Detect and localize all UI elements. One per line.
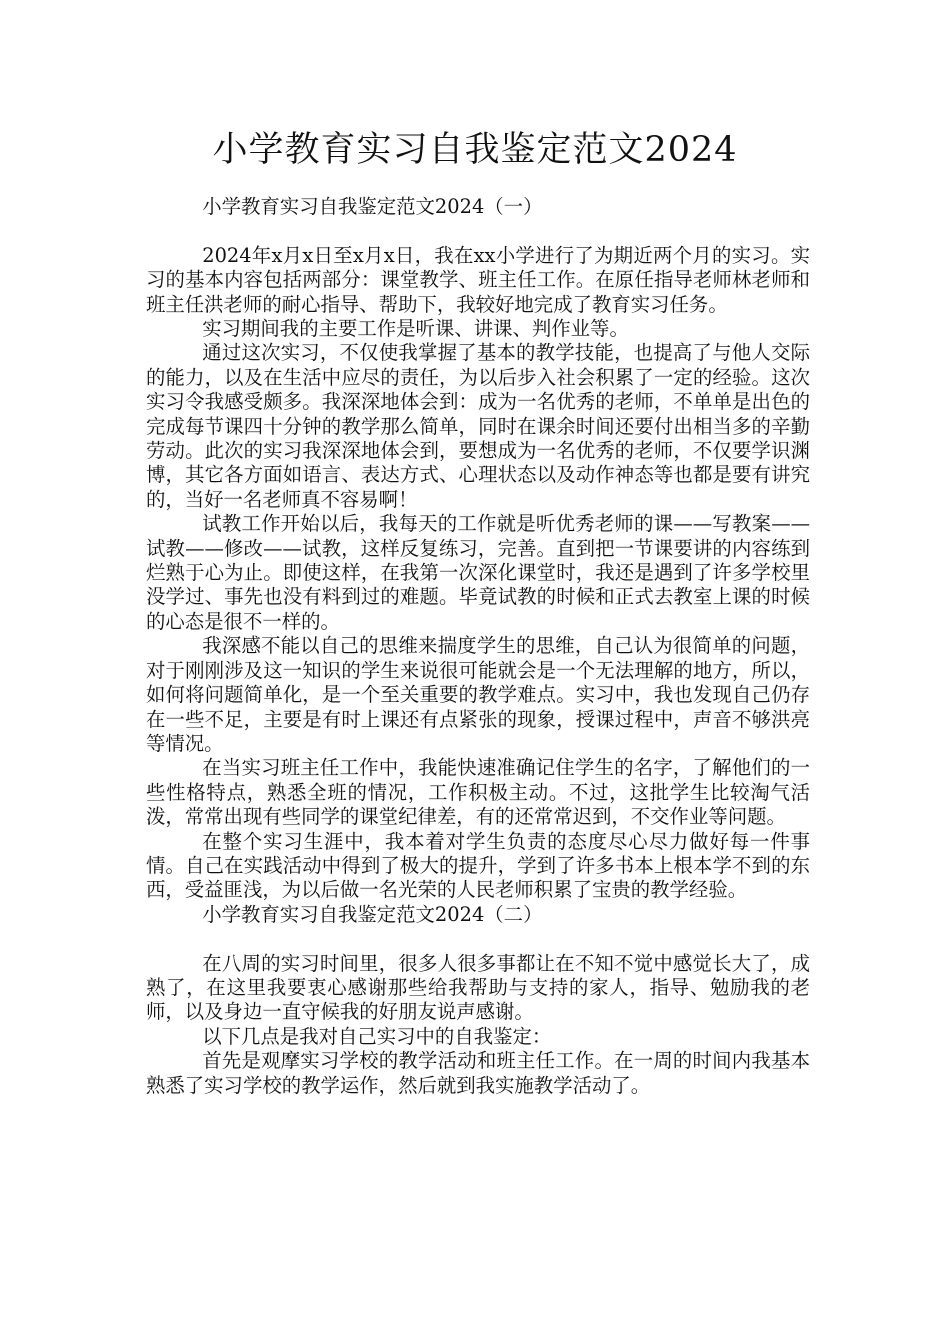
document-title: 小学教育实习自我鉴定范文2024 bbox=[212, 130, 738, 170]
paragraph: 实习期间我的主要工作是听课、讲课、判作业等。 bbox=[202, 317, 629, 341]
paragraph: 在当实习班主任工作中，我能快速准确记住学生的名字，了解他们的一些性格特点，熟悉全班的情况，工作积极主动。不过，这批学生比较淘气活泼，常常出现有些同学的课堂纪律差，有的还常常迟到，不交作业等问题。 bbox=[146, 756, 810, 829]
paragraph: 我深感不能以自己的思维来揣度学生的思维，自己认为很简单的问题，对于刚刚涉及这一知识的学生来说很可能就会是一个无法理解的地方，所以，如何将问题简单化，是一个至关重要的教学难点。实习中，我也发现自己仍存在一些不足，主要是有时上课还有点紧张的现象，授课过程中，声音不够洪亮等情况。 bbox=[146, 634, 810, 755]
paragraph: 通过这次实习，不仅使我掌握了基本的教学技能，也提高了与他人交际的能力，以及在生活中应尽的责任，为以后步入社会积累了一定的经验。这次实习令我感受颇多。我深深地体会到：成为一名优秀的老师，不单单是出色的完成每节课四十分钟的教学那么简单，同时在课余时间还要付出相当多的辛勤劳动。此次的实习我深深地体会到，要想成为一名优秀的老师，不仅要学识渊博，其它各方面如语言、表达方式、心理状态以及动作神态等也都是要有讲究的，当好一名老师真不容易啊！ bbox=[146, 341, 810, 511]
paragraph: 首先是观摩实习学校的教学活动和班主任工作。在一周的时间内我基本熟悉了实习学校的教学运作，然后就到我实施教学活动了。 bbox=[146, 1049, 810, 1097]
blank-line bbox=[146, 927, 810, 951]
blank-line bbox=[146, 219, 810, 243]
paragraph: 在整个实习生涯中，我本着对学生负责的态度尽心尽力做好每一件事情。自己在实践活动中得到了极大的提升，学到了许多书本上根本学不到的东西，受益匪浅，为以后做一名光荣的人民老师积累了宝贵的教学经验。 bbox=[146, 829, 810, 902]
section-heading-1: 小学教育实习自我鉴定范文2024（一） bbox=[202, 195, 543, 218]
paragraph: 以下几点是我对自己实习中的自我鉴定： bbox=[202, 1024, 552, 1048]
paragraph: 试教工作开始以后，我每天的工作就是听优秀老师的课——写教案——试教——修改——试教，这样反复练习，完善。直到把一节课要讲的内容练到烂熟于心为止。即使这样，在我第一次深化课堂时，我还是遇到了许多学校里没学过、事先也没有料到过的难题。毕竟试教的时候和正式去教室上课的时候的心态是很不一样的。 bbox=[146, 512, 810, 633]
paragraph: 2024年x月x日至x月x日，我在xx小学进行了为期近两个月的实习。实习的基本内容包括两部分：课堂教学、班主任工作。在原任指导老师林老师和班主任洪老师的耐心指导、帮助下，我较好地完成了教育实习任务。 bbox=[146, 243, 810, 316]
section-heading-2: 小学教育实习自我鉴定范文2024（二） bbox=[202, 902, 543, 926]
document-body bbox=[146, 195, 810, 1098]
paragraph: 在八周的实习时间里，很多人很多事都让在不知不觉中感觉长大了，成熟了，在这里我要衷心感谢那些给我帮助与支持的家人，指导、勉励我的老师，以及身边一直守候我的好朋友说声感谢。 bbox=[146, 951, 810, 1024]
